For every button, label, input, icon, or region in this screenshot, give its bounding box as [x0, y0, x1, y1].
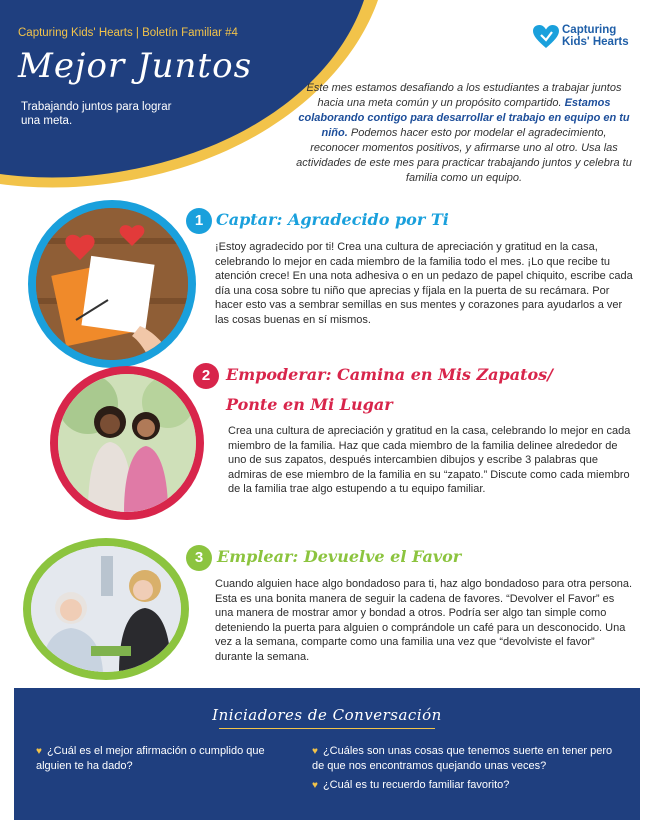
volunteer-elder-illustration	[31, 546, 181, 672]
section1-body: ¡Estoy agradecido por ti! Crea una cultura de apreciación y gratitud en la casa, celebrando lo mejor en cada miembro de la familia todo el mes. ¡Lo que recibe tu atención crece! En una nota adhesiva o en un pedazo de papel chiquito, escribe cada día una cosa sobre tu niño que aprecias y fíjala en la puerta de su recámara. Por hacer esto vas a sembrar semillas en sus mentes y corazones para ayudarlos a ver las cosas buenas en sí mismos.	[215, 241, 633, 326]
heart-bullet-icon: ♥	[312, 746, 318, 757]
mother-daughter-illustration	[58, 374, 196, 512]
question-2	[312, 744, 622, 773]
section1-number: 1	[186, 208, 212, 234]
footer-divider	[219, 728, 435, 729]
heart-bullet-icon: ♥	[312, 780, 318, 791]
logo-line1: Capturing	[562, 24, 617, 36]
section3-photo	[23, 538, 189, 680]
question-3	[312, 778, 622, 793]
conversation-starters	[14, 688, 640, 820]
section3-number: 3	[186, 545, 212, 571]
heart-bullet-icon: ♥	[36, 746, 42, 757]
newsletter-label: Capturing Kids' Hearts | Boletín Familiar #4	[18, 27, 238, 39]
question-2-text: ¿Cuáles son unas cosas que tenemos suerte en tener pero de que nos encontramos quejando unas veces?	[312, 745, 613, 772]
section3-title: Emplear: Devuelve el Favor	[217, 547, 462, 566]
section2-body: Crea una cultura de apreciación y gratitud en la casa, celebrando lo mejor en cada miembro de la familia. Haz que cada miembro de la familia delinee alrededor de uno de sus zapatos, después intercambien dibujos y escribe 3 palabras que admiras de ese miembro de la familia en su “zapato.” Discute como cada miembro de la familia trae algo estupendo a tu equipo familiar.	[228, 425, 631, 495]
sticky-note-illustration	[36, 208, 188, 360]
question-1	[36, 744, 291, 773]
section3-body: Cuando alguien hace algo bondadoso para ti, haz algo bondadoso para otra persona. Esta es una bonita manera de seguir la cadena de favores. “Devolver el Favor” es una manera de mostrar amor y bondad a otros. Podría ser algo tan simple como deteniendo la puerta para alguien o comprándole un café para un desconocido. Una vez a la semana, comparte como una familia una vez que “devolviste el favor” durante la semana.	[215, 578, 633, 663]
section1-title: Captar: Agradecido por Ti	[216, 210, 449, 229]
section1-photo	[28, 200, 196, 368]
heart-logo-icon	[532, 24, 560, 50]
footer-title: Iniciadores de Conversación	[212, 706, 442, 724]
logo-line2: Kids' Hearts	[562, 36, 629, 48]
section2-number: 2	[193, 363, 219, 389]
section2-title: Empoderar: Camina en Mis Zapatos/	[226, 365, 553, 384]
brand-logo	[532, 22, 642, 52]
section2-photo	[50, 366, 204, 520]
page-subtitle: Trabajando juntos para lograr una meta.	[21, 101, 172, 127]
page-title: Mejor Juntos	[18, 46, 253, 86]
intro-text-1: Este mes estamos desafiando a los estudiantes a trabajar juntos hacia una meta común y un propósito compartido.	[306, 82, 622, 109]
section2-title-line2: Ponte en Mi Lugar	[226, 395, 393, 414]
intro-paragraph	[296, 81, 632, 186]
question-1-text: ¿Cuál es el mejor afirmación o cumplido que alguien te ha dado?	[36, 745, 265, 772]
intro-text-2: Podemos hacer esto por modelar el agradecimiento, reconocer momentos positivos, y afirmarse uno al otro. Usa las actividades de este mes para practicar trabajando juntos y celebra tu familia como un equipo.	[296, 127, 632, 184]
intro-highlight: Estamos colaborando contigo para desarrollar el trabajo en equipo en tu niño.	[298, 97, 630, 139]
question-3-text: ¿Cuál es tu recuerdo familiar favorito?	[322, 779, 510, 791]
